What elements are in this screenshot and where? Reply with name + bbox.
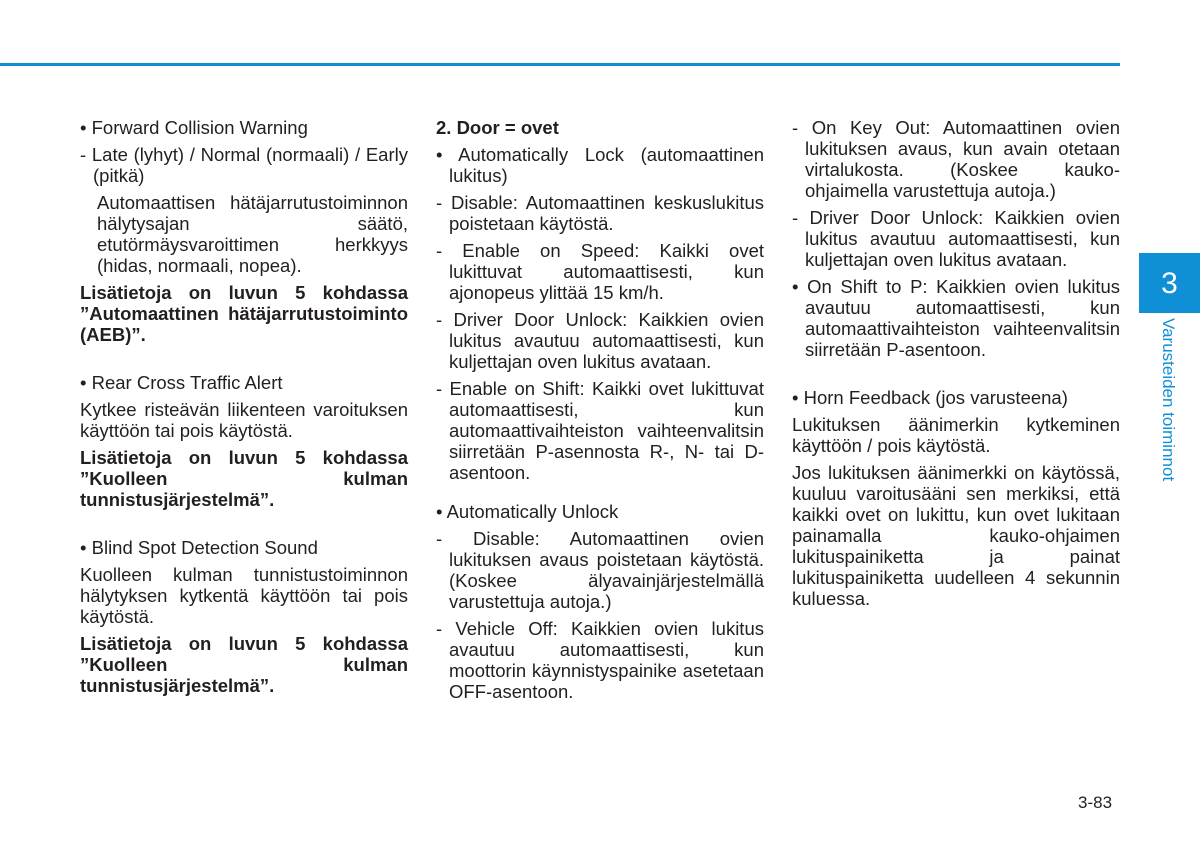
auto-lock-bullet: • Automatically Lock (automaattinen lukitus): [436, 144, 764, 186]
auto-lock-speed: - Enable on Speed: Kaikki ovet lukittuvat automaattisesti, kun ajonopeus ylittää 15 km/h.: [436, 240, 764, 303]
page-number: 3-83: [1078, 793, 1113, 812]
auto-unlock-bullet: • Automatically Unlock: [436, 501, 619, 522]
rcta-note: Lisätietoja on luvun 5 kohdassa ”Kuolleen kulman tunnistusjärjestelmä”.: [80, 447, 408, 510]
header-rule: [0, 63, 1120, 66]
auto-lock-disable: - Disable: Automaattinen keskuslukitus poistetaan käytöstä.: [436, 192, 764, 234]
bsd-bullet: • Blind Spot Detection Sound: [80, 537, 318, 558]
auto-lock-shift: - Enable on Shift: Kaikki ovet lukittuvat automaattisesti, kun automaattivaihteiston vaihteenvalitsin siirretään P-asennosta R-, N- tai D-asentoon.: [436, 378, 764, 483]
unlock-driver-door: - Driver Door Unlock: Kaikkien ovien lukitus avautuu automaattisesti, kun kuljettajan oven lukitus avataan.: [792, 207, 1120, 270]
unlock-key-out: - On Key Out: Automaattinen ovien lukituksen avaus, kun avain otetaan virtalukosta. (Koskee kauko-ohjaimella varustettuja autoja.): [792, 117, 1120, 201]
column-2: [436, 117, 764, 708]
rcta-bullet: • Rear Cross Traffic Alert: [80, 372, 283, 393]
column-1: [80, 117, 408, 702]
column-3: [792, 117, 1120, 615]
fcw-note: Lisätietoja on luvun 5 kohdassa ”Automaattinen hätäjarrutustoiminto (AEB)”.: [80, 282, 408, 345]
bsd-description: Kuolleen kulman tunnistustoiminnon hälytyksen kytkentä käyttöön tai pois käytöstä.: [80, 564, 408, 627]
chapter-tab: 3: [1139, 253, 1200, 313]
unlock-shift-to-p: • On Shift to P: Kaikkien ovien lukitus avautuu automaattisesti, kun automaattivaihteiston vaihteenvalitsin siirretään P-asentoon.: [792, 276, 1120, 360]
horn-feedback-description: Lukituksen äänimerkin kytkeminen käyttöön / pois käytöstä.: [792, 414, 1120, 456]
auto-lock-driver-door: - Driver Door Unlock: Kaikkien ovien lukitus avautuu automaattisesti, kun kuljettajan oven lukitus avataan.: [436, 309, 764, 372]
door-heading: 2. Door = ovet: [436, 117, 559, 138]
fcw-description: Automaattisen hätäjarrutustoiminnon hälytysajan säätö, etutörmäysvaroittimen herkkyys (hidas, normaali, nopea).: [97, 192, 408, 276]
bsd-note: Lisätietoja on luvun 5 kohdassa ”Kuolleen kulman tunnistusjärjestelmä”.: [80, 633, 408, 696]
auto-unlock-disable: - Disable: Automaattinen ovien lukituksen avaus poistetaan käytöstä. (Koskee älyavainjärjestelmällä varustettuja autoja.): [436, 528, 764, 612]
horn-feedback-detail: Jos lukituksen äänimerkki on käytössä, kuuluu varoitusääni sen merkiksi, että kaikki ovet on lukittu, kun ovet lukitaan painamalla kauko-ohjaimen lukituspainiketta ja painat lukituspainiketta uudelleen 4 sekunnin kuluessa.: [792, 462, 1120, 609]
fcw-bullet: • Forward Collision Warning: [80, 117, 308, 138]
horn-feedback-bullet: • Horn Feedback (jos varusteena): [792, 387, 1068, 408]
fcw-options: - Late (lyhyt) / Normal (normaali) / Early (pitkä): [80, 144, 408, 186]
auto-unlock-vehicle-off: - Vehicle Off: Kaikkien ovien lukitus avautuu automaattisesti, kun moottorin käynnistyspainike asetetaan OFF-asentoon.: [436, 618, 764, 702]
section-title: Varusteiden toiminnot: [1159, 318, 1178, 482]
rcta-description: Kytkee risteävän liikenteen varoituksen käyttöön tai pois käytöstä.: [80, 399, 408, 441]
